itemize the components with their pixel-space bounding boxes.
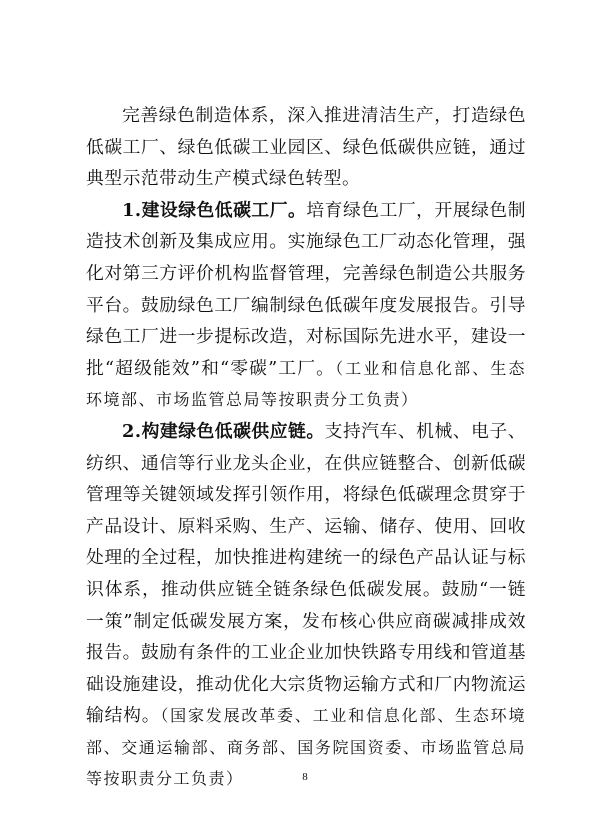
document-body [86, 100, 526, 795]
page-number: 8 [302, 771, 308, 783]
intro-paragraph [86, 100, 526, 195]
section-2-paragraph [86, 416, 526, 795]
section-2-text: 支持汽车、机械、电子、纺织、通信等行业龙头企业，在供应链整合、创新低碳管理等关键领域发挥引领作用，将绿色低碳理念贯穿于产品设计、原料采购、生产、运输、储存、使用、回收处理的全过程，加快推进构建统一的绿色产品认证与标识体系，推动供应链全链条绿色低碳发展。鼓励“一链一策”制定低碳发展方案，发布核心供应商碳减排成效报告。鼓励有条件的工业企业加快铁路专用线和管道基础设施建设，推动优化大宗货物运输方式和厂内物流运输结构。 [86, 420, 526, 727]
section-1-responsibility-note: （工业和信息化部、生态环境部、市场监管总局等按职责分工负责） [86, 358, 526, 410]
intro-text: 完善绿色制造体系，深入推进清洁生产，打造绿色低碳工厂、绿色低碳工业园区、绿色低碳供应链，通过典型示范带动生产模式绿色转型。 [86, 105, 526, 190]
section-2-responsibility-note: （国家发展改革委、工业和信息化部、生态环境部、交通运输部、商务部、国务院国资委、市场监管总局等按职责分工负责） [86, 706, 526, 789]
section-1-paragraph [86, 195, 526, 416]
section-2-heading: 2.构建绿色低碳供应链。 [122, 420, 325, 442]
section-1-text: 培育绿色工厂，开展绿色制造技术创新及集成应用。实施绿色工厂动态化管理，强化对第三方评价机构监督管理，完善绿色制造公共服务平台。鼓励绿色工厂编制绿色低碳年度发展报告。引导绿色工厂进一步提标改造，对标国际先进水平，建设一批“超级能效”和“零碳”工厂。 [86, 199, 526, 379]
section-1-heading: 1.建设绿色低碳工厂。 [122, 199, 307, 221]
